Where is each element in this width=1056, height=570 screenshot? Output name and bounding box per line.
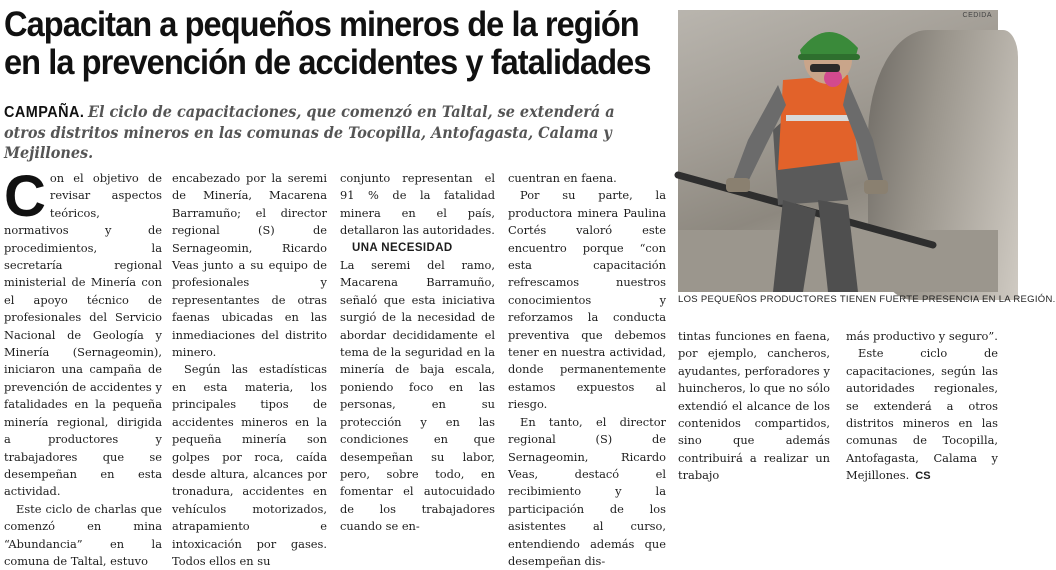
article-column-3 [340, 170, 495, 534]
body-paragraph [846, 345, 998, 485]
body-paragraph: tintas funciones en faena, por ejemplo, cancheros, ayudantes, perforadores y huincheros, lo que no sólo extendió el alcance de los contenidos compartidos, sino que además contribuirá a realizar un trabajo [678, 329, 830, 483]
photo-caption: LOS PEQUEÑOS PRODUCTORES TIENEN FUERTE PRESENCIA EN LA REGIÓN. [678, 294, 1056, 305]
lead-paragraph [4, 102, 627, 163]
body-paragraph: encabezado por la seremi de Minería, Macarena Barramuño; el director regional (S) de Sernageomin, Ricardo Veas junto a su equipo de profesionales y representantes de otras faenas ubicadas en las inmediaciones del distrito minero. [172, 171, 327, 360]
headline-line-2: en la prevención de accidentes y fatalidades [4, 43, 651, 82]
lead-kicker: CAMPAÑA. [4, 104, 85, 121]
headline-line-1: Capacitan a pequeños mineros de la región [4, 5, 639, 44]
body-paragraph: La seremi del ramo, Macarena Barramuño, señaló que esta iniciativa surgió de la necesidad de abordar decididamente el tema de la seguridad en la minería de baja escala, poniendo foco en las personas, en su protección y en las condiciones en que desempeñan su labor, pero, sobre todo, en fomentar el autocuidado de los trabajadores cuando se en- [340, 258, 495, 534]
headline [4, 5, 651, 82]
article-column-5 [678, 328, 830, 483]
body-paragraph: Según las estadísticas en esta materia, los principales tipos de accidentes mineros en la pequeña minería son golpes por roca, caída desde altura, alcances por tronadura, accidentes en vehículos motorizados, atrapamiento e intoxicación por gases. Todos ellos en su [172, 362, 327, 568]
end-mark: CS [915, 470, 931, 483]
article-column-1 [4, 164, 162, 568]
photo-credit: CEDIDA [962, 12, 992, 19]
body-paragraph: Este ciclo de charlas que comenzó en mina “Abundancia” en la comuna de Taltal, estuvo [4, 501, 162, 568]
article-column-6 [846, 328, 998, 483]
lead-text: El ciclo de capacitaciones, que comenzó en Taltal, se extenderá a otros distritos mineros en las comunas de Tocopilla, Antofagasta, Calama y Mejillones. [4, 102, 615, 162]
article-column-2 [172, 170, 327, 568]
drop-cap: C [4, 164, 46, 229]
body-paragraph [4, 164, 162, 501]
body-paragraph: más productivo y seguro”. [846, 329, 998, 343]
body-paragraph: Por su parte, la productora minera Paulina Cortés valoró este encuentro porque “con esta capacitación refrescamos nuestros conocimientos y reforzamos la conducta preventiva que debemos tener en nuestra actividad, donde permanentemente estamos expuestos al riesgo. [508, 188, 666, 412]
article-column-4 [508, 170, 666, 568]
section-subhead: UNA NECESIDAD [352, 241, 453, 254]
body-paragraph: conjunto representan el 91 % de la fatalidad minera en el país, detallaron las autoridades. [340, 171, 495, 238]
article-photo [678, 10, 998, 292]
body-text: on el objetivo de revisar aspectos teóricos, normativos y de procedimientos, la secretaría regional ministerial de Minería con el apoyo técnico de profesionales del Servicio Nacional de Geología y Minería (Sernageomin), iniciaron una campaña de prevención de accidentes y fatalidades en la pequeña minería regional, dirigida a productores y trabajadores que se desempeñan en esta actividad. [4, 171, 162, 499]
body-text: Este ciclo de capacitaciones, según las autoridades regionales, se extenderá a otros distritos mineros en las comunas de Tocopilla, Antofagasta, Calama y Mejillones. [846, 346, 998, 483]
body-paragraph: En tanto, el director regional (S) de Sernageomin, Ricardo Veas, destacó el recibimiento y la participación de los asistentes al curso, entendiendo además que desempeñan dis- [508, 414, 666, 568]
body-paragraph: cuentran en faena. [508, 171, 617, 185]
miner-with-drill-photo [678, 10, 998, 292]
